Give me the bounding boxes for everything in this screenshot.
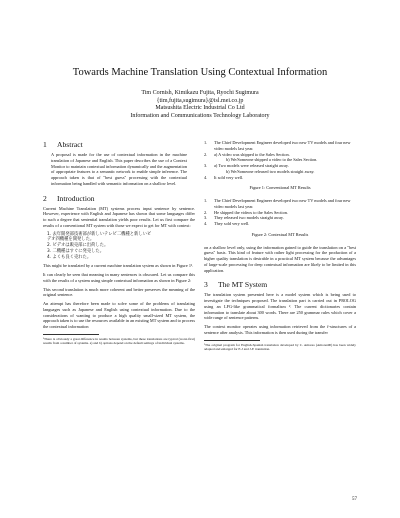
footnote-rule <box>43 334 99 335</box>
author-emails: {tim,fujita,sugimura}@isl.mei.co.jp <box>156 97 244 104</box>
list-item: 3. a) Two models were released straight away. <box>204 163 289 168</box>
author-names: Tim Cornish, Kimikazu Fujita, Ryochi Sugimura <box>141 90 259 96</box>
list-item: 4. They sold very well. <box>204 221 250 226</box>
intro-paragraph-1: Current Machine Translation (MT) systems process input sentence by sentence. However, experience with English and Japanese has shown that some languages differ to such a degree that sentential translation yields poor results. Let us first compare the results of a conventional MT system with those we expect to get for MT with context: <box>43 205 195 228</box>
figure-2-list <box>204 198 356 227</box>
section-heading-mt-system: 3 The MT System <box>204 280 268 290</box>
figure-1-list <box>204 140 356 180</box>
intro-paragraph-3: It can clearly be seen that meaning in many sentences is obscured. Let us compare this with the results of a system using simple contextual information as shown in Figure 2: <box>43 272 195 283</box>
japanese-line: 3. 二機種はすぐに発売した。 <box>47 248 105 254</box>
mt-system-paragraph-1: The translation system presented here is a model system which is being used to investigate the techniques proposed. The translation part is carried out in PROLOG using an LFG-like grammatical formalism ². The current dictionaries contain information to translate about 300 words. There are 250 grammar rules which cover a wide range of sentence patterns. <box>204 292 356 321</box>
footnote-1: ¹There is obviously a great difference in results between systems, but these translations are typical (worst-first) results from a number of systems. a) and b) options depend on the default settings of individual systems. <box>43 336 195 346</box>
mt-system-paragraph-2: The context monitor operates using information retrieved from the f-structures of a sentence after analysis. This information is then used during the transfer <box>204 324 356 335</box>
page-number: 57 <box>352 497 357 502</box>
continued-paragraph: on a shallow level only, using the information gained to guide the translation on a "best guess" basis. This kind of feature with rather light processing for the production of a higher quality translation is desirable in a practical MT system because the advantages of large-scale processing for deep contextual information are likely to be limited in this application. <box>204 244 356 273</box>
author-department: Information and Communications Technology Laboratory <box>130 112 270 119</box>
list-item: 4. It sold very well. <box>204 174 244 180</box>
list-item: 2. a) A video was shipped to the Sales Section. <box>204 151 290 157</box>
japanese-line: 2. ビデオは販売部に出荷した。 <box>47 243 109 248</box>
footnote-2: ²The original program for English-Spanish translation developed by C. Amores (Amores90) has been widely adapted and enlarged for E-J and J-E translation. <box>204 342 356 351</box>
abstract-text: A proposal is made for the use of contextual information in the machine translation of Japanese and English. This paper describes the use of a Context Monitor to maintain contextual information dynamically and the augmentation of appropriate features to a semantic network to enable simple inference. The approach taken is that of "best guess" processing with the contextual information being handled with semantic information on a shallow level. <box>51 152 187 186</box>
list-item: 2. He shipped the videos to the Sales Section. <box>204 209 288 215</box>
list-subitem: b) We/Someone released two models straight away. <box>226 168 315 174</box>
japanese-line: デオ四機種を開発した。 <box>47 237 95 243</box>
right-column <box>204 140 356 351</box>
intro-paragraph-5: An attempt has therefore been made to solve some of the problems of translating languages such as Japanese and English using contextual information. Due to the considerations of wanting to produce a high quality small-sized MT system, the approach taken is to use the resources available in an existing MT system and to process the contextual information <box>43 301 195 329</box>
list-item: 1. The Chief Development Engineer developed two new TV models and four new video models last year. <box>204 198 351 209</box>
figure-2-caption: Figure 2: Contextual MT Results <box>251 231 309 237</box>
japanese-example <box>47 232 195 261</box>
footnote-rule <box>204 340 260 341</box>
author-block <box>0 90 400 120</box>
left-column <box>43 140 195 346</box>
section-heading-introduction: 2 Introduction <box>43 193 95 203</box>
list-item: 1. The Chief Development Engineer developed two new TV models and four new video models last year. <box>204 140 351 151</box>
paper-title: Towards Machine Translation Using Contextual Information <box>72 67 328 78</box>
japanese-line: 1. 去年開発部技術部が新しいテレビ二機種と新しいビ <box>47 231 152 237</box>
section-heading-abstract: 1 Abstract <box>43 140 83 149</box>
list-subitem: b) We/Someone shipped a video to the Sales Section. <box>226 157 318 163</box>
intro-paragraph-2: This might be translated by a current machine translation system as shown in Figure 1¹. <box>43 263 194 269</box>
author-organization: Matsushita Electric Industrial Co Ltd <box>155 105 245 112</box>
intro-paragraph-4: This second translation is much more coherent and better preserves the meaning of the original sentence. <box>43 286 195 298</box>
japanese-line: 4. よくも良く売れた。 <box>47 254 92 260</box>
figure-1-caption: Figure 1: Conventional MT Results <box>249 185 311 191</box>
list-item: 3. They released two models straight away. <box>204 215 284 221</box>
